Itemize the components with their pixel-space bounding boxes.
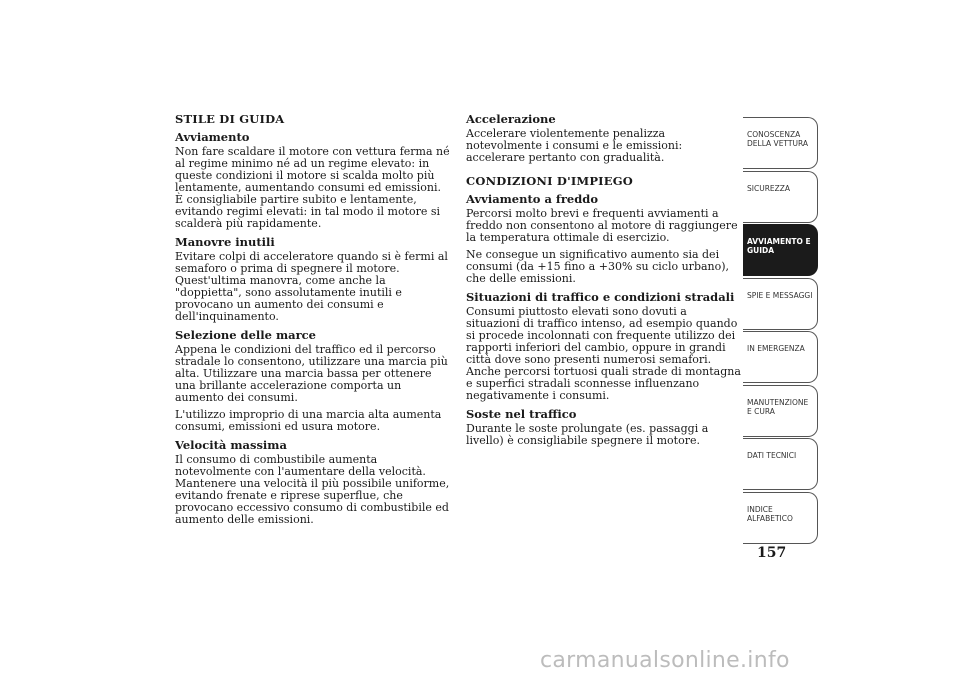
tab-indice-alfabetico[interactable] bbox=[743, 492, 818, 544]
tab-label: SICUREZZA bbox=[747, 183, 791, 193]
paragraph-selezione-marce: Appena le condizioni del traffico ed il percorso stradale lo consentono, utilizzare una marcia più alta. Utilizzare una marcia bassa per ottenere una brillante accelerazione comporta un aumento dei consumi. bbox=[175, 343, 448, 404]
tab-dati-tecnici[interactable] bbox=[743, 438, 818, 490]
tab-spie-e-messaggi[interactable] bbox=[743, 278, 818, 330]
tab-label: IN EMERGENZA bbox=[747, 344, 805, 353]
heading-situazioni-traffico: Situazioni di traffico e condizioni stradali bbox=[466, 290, 735, 304]
paragraph-avviamento-a-freddo: Percorsi molto brevi e frequenti avviamenti a freddo non consentono al motore di raggiungere la temperatura ottimale di esercizio. bbox=[466, 207, 738, 244]
heading-soste-traffico: Soste nel traffico bbox=[466, 407, 577, 421]
heading-selezione-marce: Selezione delle marce bbox=[175, 328, 316, 342]
tab-label: INDICE ALFABETICO bbox=[747, 504, 793, 523]
tab-avviamento-e-guida[interactable] bbox=[743, 224, 818, 276]
tab-label: CONOSCENZA DELLA VETTURA bbox=[747, 130, 808, 148]
left-column bbox=[175, 112, 450, 531]
heading-avviamento: Avviamento bbox=[175, 130, 250, 144]
paragraph-velocita-massima: Il consumo di combustibile aumenta notevolmente con l'aumentare della velocità. Mantenere una velocità il più possibile uniforme, evitando frenate e riprese superflue, che provocano eccessivo consumo di combustibile ed aumento delle emissioni. bbox=[175, 453, 450, 526]
heading-velocita-massima: Velocità massima bbox=[175, 438, 287, 452]
paragraph-avviamento: Non fare scaldare il motore con vettura ferma né al regime minimo né ad un regime elevato: in queste condizioni il motore si scalda molto più lentamente, aumentando consumi ed emissioni. È consigliabile partire subito e lentamente, evitando regimi elevati: in tal modo il motore si scalderà più rapidamente. bbox=[175, 145, 450, 230]
section-title-stile-di-guida: STILE DI GUIDA bbox=[175, 112, 285, 126]
tab-label: SPIE E MESSAGGI bbox=[747, 290, 813, 300]
tab-in-emergenza[interactable] bbox=[743, 331, 818, 383]
paragraph-soste-traffico: Durante le soste prolungate (es. passaggi a livello) è consigliabile spegnere il motore. bbox=[466, 422, 709, 447]
heading-avviamento-a-freddo: Avviamento a freddo bbox=[466, 192, 599, 206]
heading-accelerazione: Accelerazione bbox=[466, 112, 556, 126]
section-title-condizioni-impiego: CONDIZIONI D'IMPIEGO bbox=[466, 174, 633, 188]
paragraph-selezione-marce-2: L'utilizzo improprio di una marcia alta aumenta consumi, emissioni ed usura motore. bbox=[175, 408, 442, 433]
paragraph-accelerazione: Accelerare violentemente penalizza notevolmente i consumi e le emissioni: accelerare pertanto con gradualità. bbox=[466, 127, 683, 164]
tab-manutenzione-e-cura[interactable] bbox=[743, 385, 818, 437]
chapter-tabs bbox=[743, 117, 818, 545]
tab-sicurezza[interactable] bbox=[743, 171, 818, 223]
paragraph-avviamento-a-freddo-2: Ne consegue un significativo aumento sia dei consumi (da +15 fino a +30% su ciclo urbano), che delle emissioni. bbox=[466, 248, 730, 285]
paragraph-situazioni-traffico: Consumi piuttosto elevati sono dovuti a situazioni di traffico intenso, ad esempio quando si procede incolonnati con frequente utilizzo dei rapporti inferiori del cambio, oppure in grandi città dove sono presenti numerosi semafori. Anche percorsi tortuosi quali strade di montagna e superfici stradali sconnesse influenzano negativamente i consumi. bbox=[466, 305, 741, 402]
heading-manovre-inutili: Manovre inutili bbox=[175, 235, 275, 249]
paragraph-manovre-inutili: Evitare colpi di acceleratore quando si è fermi al semaforo o prima di spegnere il motore. Quest'ultima manovra, come anche la "doppietta", sono assolutamente inutili e provocano un aumento dei consumi e dell'inquinamento. bbox=[175, 250, 448, 323]
watermark-text: carmanualsonline.info bbox=[540, 648, 790, 673]
tab-label: AVVIAMENTO E GUIDA bbox=[747, 237, 811, 255]
tab-label: DATI TECNICI bbox=[747, 451, 797, 460]
tab-conoscenza-della-vettura[interactable] bbox=[743, 117, 818, 169]
page-number: 157 bbox=[757, 545, 787, 561]
right-column bbox=[466, 112, 741, 452]
tab-label: MANUTENZIONE E CURA bbox=[747, 397, 809, 416]
